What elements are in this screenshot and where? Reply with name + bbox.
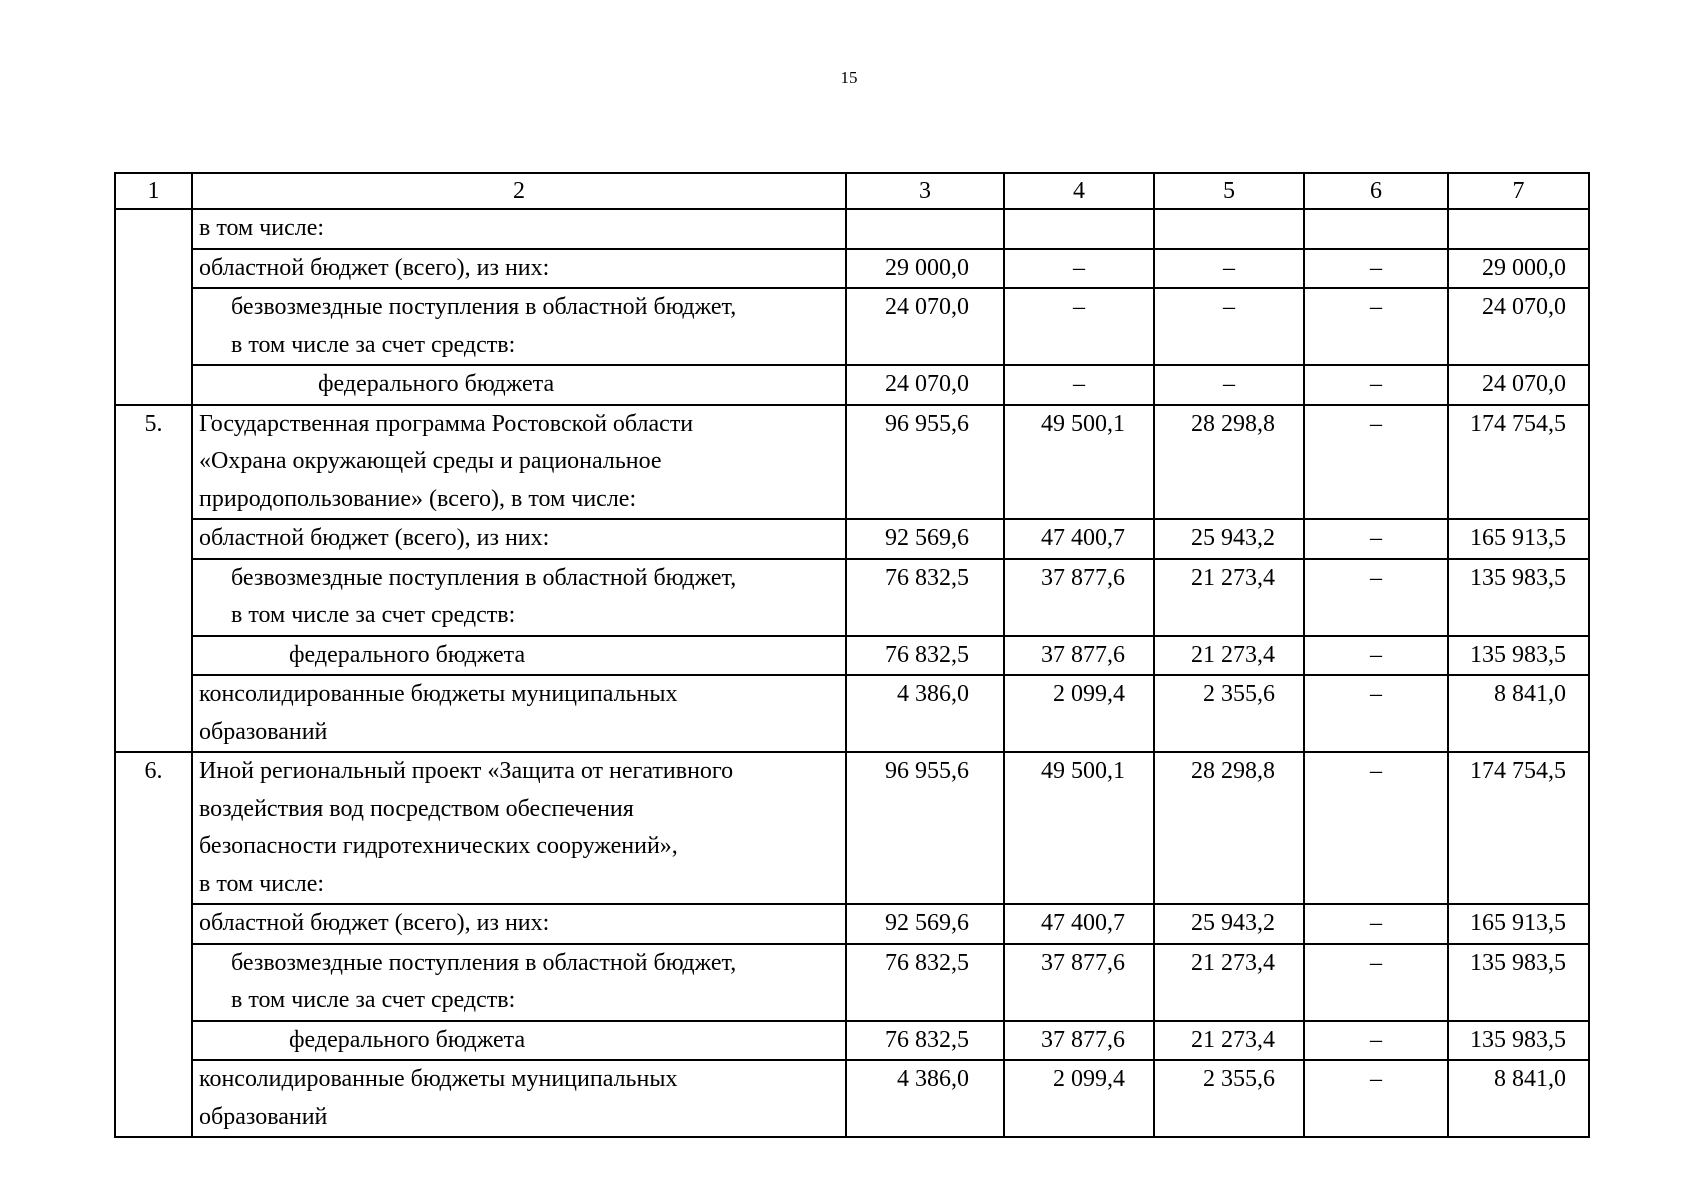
- row-label: [192, 1060, 846, 1137]
- value-col6: [1304, 209, 1448, 249]
- row-label: [192, 675, 846, 752]
- value-col6: –: [1304, 519, 1448, 559]
- header-cell-5: 5: [1154, 173, 1304, 209]
- row-label-line: безвозмездные поступления в областной бюджет,: [231, 564, 737, 591]
- value-col5: 21 273,4: [1154, 559, 1304, 636]
- row-number-cell: 5.: [115, 405, 192, 753]
- value-col5: –: [1154, 365, 1304, 405]
- page-number: 15: [840, 68, 858, 87]
- row-label-line: «Охрана окружающей среды и рациональное: [199, 448, 662, 474]
- value-col7: 135 983,5: [1448, 636, 1589, 676]
- value-col4: 37 877,6: [1004, 559, 1154, 636]
- value-col3: 24 070,0: [846, 288, 1004, 365]
- value-col4: [1004, 209, 1154, 249]
- value-col7: 135 983,5: [1448, 1021, 1589, 1061]
- value-col6: –: [1304, 249, 1448, 289]
- value-col7: 135 983,5: [1448, 944, 1589, 1021]
- value-col3: 76 832,5: [846, 944, 1004, 1021]
- value-col5: –: [1154, 249, 1304, 289]
- header-cell-1: 1: [115, 173, 192, 209]
- row-label: [192, 752, 846, 904]
- table-row: [115, 288, 1589, 365]
- table-row: [115, 1060, 1589, 1137]
- row-label-line: безопасности гидротехнических сооружений»,: [199, 833, 678, 859]
- value-col7: 165 913,5: [1448, 904, 1589, 944]
- row-label-line: воздействия вод посредством обеспечения: [199, 795, 634, 822]
- value-col6: –: [1304, 904, 1448, 944]
- row-label: федерального бюджета: [192, 636, 846, 676]
- row-label: областной бюджет (всего), из них:: [192, 249, 846, 289]
- value-col6: –: [1304, 405, 1448, 520]
- row-label-line: в том числе за счет средств:: [231, 602, 516, 628]
- budget-table: [114, 172, 1590, 1138]
- header-cell-4: 4: [1004, 173, 1154, 209]
- value-col6: –: [1304, 675, 1448, 752]
- row-label-line: в том числе за счет средств:: [231, 331, 516, 358]
- row-label: [192, 405, 846, 520]
- value-col5: [1154, 209, 1304, 249]
- value-col7: 8 841,0: [1448, 1060, 1589, 1137]
- value-col5: 21 273,4: [1154, 636, 1304, 676]
- value-col6: –: [1304, 1060, 1448, 1137]
- row-label-line: консолидированные бюджеты муниципальных: [199, 1066, 678, 1092]
- table-row: [115, 365, 1589, 405]
- value-col4: 2 099,4: [1004, 675, 1154, 752]
- value-col3: 76 832,5: [846, 1021, 1004, 1061]
- row-label: [192, 559, 846, 636]
- value-col5: 21 273,4: [1154, 1021, 1304, 1061]
- row-label: областной бюджет (всего), из них:: [192, 519, 846, 559]
- value-col4: –: [1004, 365, 1154, 405]
- row-label-line: в том числе:: [199, 870, 325, 897]
- table-row: [115, 1021, 1589, 1061]
- value-col7: 29 000,0: [1448, 249, 1589, 289]
- table-row: [115, 405, 1589, 520]
- row-label-line: безвозмездные поступления в областной бюджет,: [231, 294, 737, 320]
- table-row: [115, 944, 1589, 1021]
- row-label-line: безвозмездные поступления в областной бюджет,: [231, 949, 737, 976]
- value-col3: 92 569,6: [846, 519, 1004, 559]
- row-label: [192, 288, 846, 365]
- row-label-line: природопользование» (всего), в том числе:: [199, 485, 637, 512]
- table-header-row: [115, 173, 1589, 209]
- table-row: [115, 559, 1589, 636]
- header-cell-6: 6: [1304, 173, 1448, 209]
- value-col3: 4 386,0: [846, 675, 1004, 752]
- value-col7: 174 754,5: [1448, 752, 1589, 904]
- value-col6: –: [1304, 752, 1448, 904]
- value-col3: 76 832,5: [846, 636, 1004, 676]
- value-col7: 135 983,5: [1448, 559, 1589, 636]
- value-col3: 96 955,6: [846, 405, 1004, 520]
- value-col4: 2 099,4: [1004, 1060, 1154, 1137]
- value-col5: 28 298,8: [1154, 752, 1304, 904]
- row-label-line: Иной региональный проект «Защита от негативного: [199, 758, 734, 784]
- value-col6: –: [1304, 1021, 1448, 1061]
- table-row: [115, 675, 1589, 752]
- row-number-cell: [115, 209, 192, 405]
- value-col6: –: [1304, 559, 1448, 636]
- value-col3: 4 386,0: [846, 1060, 1004, 1137]
- value-col7: 174 754,5: [1448, 405, 1589, 520]
- table-row: [115, 249, 1589, 289]
- row-label-line: консолидированные бюджеты муниципальных: [199, 681, 678, 707]
- value-col6: –: [1304, 288, 1448, 365]
- row-label-line: образований: [199, 1103, 328, 1130]
- value-col7: 24 070,0: [1448, 365, 1589, 405]
- value-col3: [846, 209, 1004, 249]
- value-col6: –: [1304, 944, 1448, 1021]
- value-col7: 8 841,0: [1448, 675, 1589, 752]
- header-cell-7: 7: [1448, 173, 1589, 209]
- table-row: [115, 904, 1589, 944]
- value-col4: –: [1004, 249, 1154, 289]
- value-col3: 92 569,6: [846, 904, 1004, 944]
- row-label-line: Государственная программа Ростовской области: [199, 410, 694, 437]
- value-col5: –: [1154, 288, 1304, 365]
- value-col5: 25 943,2: [1154, 519, 1304, 559]
- row-label: областной бюджет (всего), из них:: [192, 904, 846, 944]
- table-row: [115, 636, 1589, 676]
- row-label: федерального бюджета: [192, 1021, 846, 1061]
- value-col7: 24 070,0: [1448, 288, 1589, 365]
- value-col6: –: [1304, 636, 1448, 676]
- row-label-line: образований: [199, 718, 328, 745]
- value-col7: [1448, 209, 1589, 249]
- value-col4: 37 877,6: [1004, 1021, 1154, 1061]
- row-label: федерального бюджета: [192, 365, 846, 405]
- header-cell-2: 2: [192, 173, 846, 209]
- value-col7: 165 913,5: [1448, 519, 1589, 559]
- value-col5: 2 355,6: [1154, 675, 1304, 752]
- table-row: [115, 209, 1589, 249]
- value-col3: 29 000,0: [846, 249, 1004, 289]
- value-col4: 49 500,1: [1004, 752, 1154, 904]
- row-label: [192, 944, 846, 1021]
- value-col5: 2 355,6: [1154, 1060, 1304, 1137]
- value-col3: 24 070,0: [846, 365, 1004, 405]
- row-label: в том числе:: [192, 209, 846, 249]
- value-col6: –: [1304, 365, 1448, 405]
- header-cell-3: 3: [846, 173, 1004, 209]
- value-col4: 37 877,6: [1004, 636, 1154, 676]
- value-col4: 49 500,1: [1004, 405, 1154, 520]
- value-col4: 47 400,7: [1004, 519, 1154, 559]
- row-number-cell: 6.: [115, 752, 192, 1137]
- value-col4: 47 400,7: [1004, 904, 1154, 944]
- value-col5: 25 943,2: [1154, 904, 1304, 944]
- row-label-line: в том числе за счет средств:: [231, 987, 516, 1013]
- value-col4: 37 877,6: [1004, 944, 1154, 1021]
- value-col3: 76 832,5: [846, 559, 1004, 636]
- value-col4: –: [1004, 288, 1154, 365]
- value-col5: 28 298,8: [1154, 405, 1304, 520]
- table-row: [115, 519, 1589, 559]
- value-col3: 96 955,6: [846, 752, 1004, 904]
- value-col5: 21 273,4: [1154, 944, 1304, 1021]
- table-row: [115, 752, 1589, 904]
